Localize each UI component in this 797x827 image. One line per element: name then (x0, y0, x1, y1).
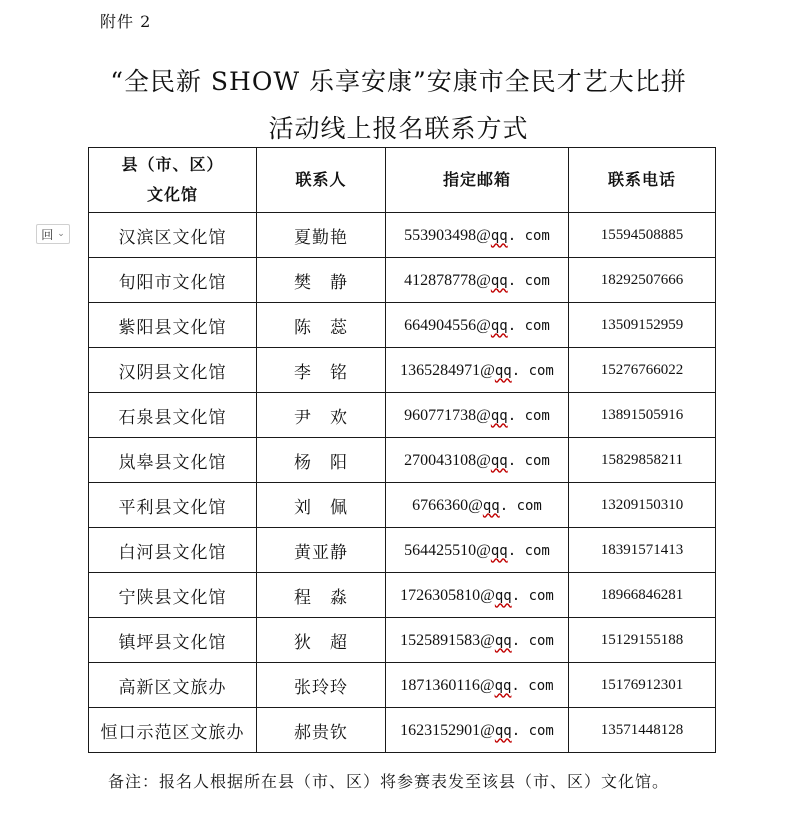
email-user: 1726305810@ (400, 586, 495, 604)
phone-cell: 15176912301 (569, 663, 716, 708)
table-row (89, 303, 716, 348)
email-domain-tld: . com (507, 317, 550, 334)
phone-cell: 13891505916 (569, 393, 716, 438)
email-cell (386, 213, 569, 258)
email-domain-tld: . com (507, 227, 550, 244)
venue-cell: 旬阳市文化馆 (89, 258, 257, 303)
email-user: 6766360@ (412, 496, 483, 514)
email-domain-tld: . com (511, 722, 554, 739)
attachment-label: 附件 2 (100, 12, 152, 31)
contact-person-cell: 尹 欢 (257, 393, 386, 438)
email-domain-name: qq (494, 587, 512, 604)
table-row (89, 348, 716, 393)
email-domain-name: qq (482, 497, 500, 514)
email-cell (386, 528, 569, 573)
contact-person-cell: 杨 阳 (257, 438, 386, 483)
footnote: 备注：报名人根据所在县（市、区）将参赛表发至该县（市、区）文化馆。 (108, 772, 670, 791)
venue-cell: 恒口示范区文旅办 (89, 708, 257, 753)
contact-person-cell: 郝贵钦 (257, 708, 386, 753)
header-venue-line-2: 文化馆 (146, 185, 198, 204)
table-row (89, 573, 716, 618)
email-domain-name: qq (494, 677, 512, 694)
paragraph-mark-button[interactable] (36, 224, 70, 244)
header-contact-person: 联系人 (257, 148, 386, 213)
table-row (89, 528, 716, 573)
email-domain-tld: . com (511, 632, 554, 649)
phone-cell: 18391571413 (569, 528, 716, 573)
chevron-down-icon: ⌄ (57, 229, 65, 239)
email-cell (386, 618, 569, 663)
paragraph-mark-icon: 回 (41, 227, 54, 242)
contact-person-cell: 樊 静 (257, 258, 386, 303)
contact-person-cell: 陈 蕊 (257, 303, 386, 348)
email-user: 564425510@ (404, 541, 491, 559)
table-header-row (89, 148, 716, 213)
venue-cell: 宁陕县文化馆 (89, 573, 257, 618)
table-row (89, 258, 716, 303)
email-domain-name: qq (494, 722, 512, 739)
email-user: 412878778@ (404, 271, 491, 289)
phone-cell: 18966846281 (569, 573, 716, 618)
header-venue (89, 148, 257, 213)
table-row (89, 393, 716, 438)
email-cell (386, 393, 569, 438)
phone-cell: 13571448128 (569, 708, 716, 753)
email-user: 1365284971@ (400, 361, 495, 379)
table-row (89, 213, 716, 258)
email-user: 1871360116@ (400, 676, 495, 694)
email-user: 664904556@ (404, 316, 491, 334)
document-title-line-2: 活动线上报名联系方式 (268, 114, 529, 143)
phone-cell: 15276766022 (569, 348, 716, 393)
email-cell (386, 258, 569, 303)
email-domain-tld: . com (507, 407, 550, 424)
venue-cell: 紫阳县文化馆 (89, 303, 257, 348)
contact-table (88, 147, 716, 753)
email-domain-name: qq (490, 272, 508, 289)
contact-person-cell: 刘 佩 (257, 483, 386, 528)
phone-cell: 18292507666 (569, 258, 716, 303)
venue-cell: 镇坪县文化馆 (89, 618, 257, 663)
email-domain-name: qq (494, 632, 512, 649)
email-user: 1623152901@ (400, 721, 495, 739)
venue-cell: 平利县文化馆 (89, 483, 257, 528)
contact-person-cell: 黄亚静 (257, 528, 386, 573)
venue-cell: 高新区文旅办 (89, 663, 257, 708)
email-cell (386, 483, 569, 528)
email-domain-tld: . com (511, 362, 554, 379)
contact-person-cell: 夏勤艳 (257, 213, 386, 258)
table-row (89, 618, 716, 663)
email-domain-name: qq (494, 362, 512, 379)
email-cell (386, 348, 569, 393)
email-cell (386, 708, 569, 753)
email-domain-name: qq (490, 317, 508, 334)
venue-cell: 石泉县文化馆 (89, 393, 257, 438)
venue-cell: 汉阴县文化馆 (89, 348, 257, 393)
venue-cell: 岚皋县文化馆 (89, 438, 257, 483)
header-venue-line-1: 县（市、区） (121, 155, 224, 174)
header-phone: 联系电话 (569, 148, 716, 213)
email-user: 960771738@ (404, 406, 491, 424)
email-domain-name: qq (490, 452, 508, 469)
phone-cell: 13209150310 (569, 483, 716, 528)
table-row (89, 708, 716, 753)
email-domain-tld: . com (507, 542, 550, 559)
document-title-line-1: “全民新 SHOW 乐享安康”安康市全民才艺大比拼 (110, 67, 687, 96)
contact-person-cell: 李 铭 (257, 348, 386, 393)
email-domain-name: qq (490, 542, 508, 559)
venue-cell: 汉滨区文化馆 (89, 213, 257, 258)
venue-cell: 白河县文化馆 (89, 528, 257, 573)
email-domain-tld: . com (499, 497, 542, 514)
phone-cell: 15594508885 (569, 213, 716, 258)
contact-person-cell: 程 淼 (257, 573, 386, 618)
email-domain-tld: . com (507, 452, 550, 469)
email-cell (386, 303, 569, 348)
email-cell (386, 438, 569, 483)
phone-cell: 15129155188 (569, 618, 716, 663)
phone-cell: 15829858211 (569, 438, 716, 483)
email-user: 270043108@ (404, 451, 491, 469)
email-domain-tld: . com (507, 272, 550, 289)
email-domain-name: qq (490, 227, 508, 244)
email-domain-name: qq (490, 407, 508, 424)
phone-cell: 13509152959 (569, 303, 716, 348)
table-row (89, 438, 716, 483)
table-row (89, 483, 716, 528)
email-user: 1525891583@ (400, 631, 495, 649)
email-cell (386, 663, 569, 708)
header-email: 指定邮箱 (386, 148, 569, 213)
email-domain-tld: . com (511, 587, 554, 604)
contact-person-cell: 狄 超 (257, 618, 386, 663)
email-domain-tld: . com (511, 677, 554, 694)
email-user: 553903498@ (404, 226, 491, 244)
contact-person-cell: 张玲玲 (257, 663, 386, 708)
email-cell (386, 573, 569, 618)
table-row (89, 663, 716, 708)
